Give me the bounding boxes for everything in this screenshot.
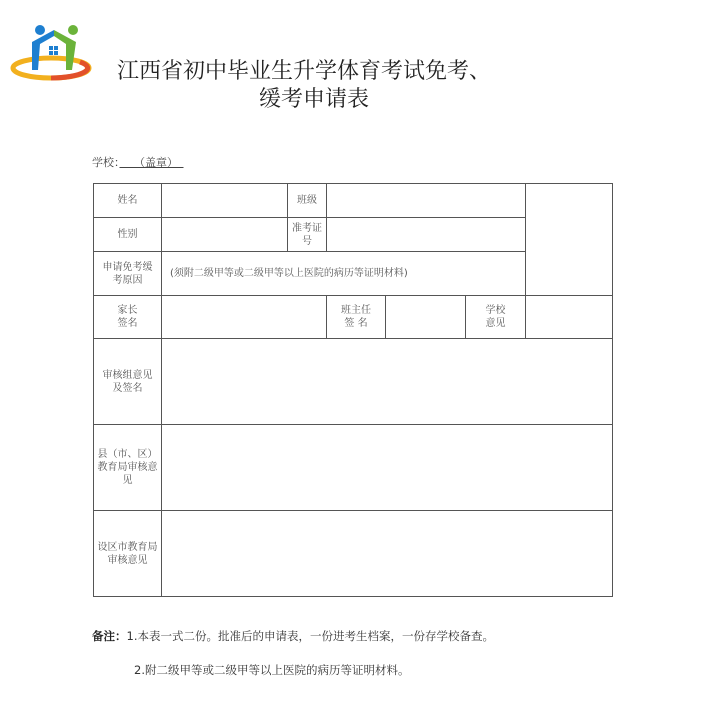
exam-id-field[interactable] (326, 217, 526, 252)
house-family-logo (10, 22, 92, 82)
class-label: 班级 (287, 183, 327, 218)
title-line-1: 江西省初中毕业生升学体育考试免考、 (117, 59, 492, 84)
review-group-label: 审核组意见及签名 (93, 338, 162, 425)
exam-id-label: 准考证号 (287, 217, 327, 252)
county-review-field[interactable] (161, 424, 613, 511)
note-item-2: 2.附二级甲等或二级甲等以上医院的病历等证明材料。 (134, 663, 410, 677)
gender-label: 性别 (93, 217, 162, 252)
school-opinion-label: 学校意见 (465, 295, 526, 339)
teacher-sign-label: 班主任签 名 (326, 295, 386, 339)
city-review-label: 设区市教育局审核意见 (93, 510, 162, 597)
reason-label: 申请免考缓考原因 (93, 251, 162, 296)
note-item-1: 1.本表一式二份。批准后的申请表，一份进考生档案，一份存学校备查。 (126, 629, 494, 643)
city-review-field[interactable] (161, 510, 613, 597)
photo-field[interactable] (525, 183, 613, 296)
school-opinion-field[interactable] (525, 295, 613, 339)
school-label: 学校： (92, 156, 120, 169)
notes-label: 备注： (92, 629, 127, 643)
title-line-2: 缓考申请表 (259, 87, 370, 112)
gender-field[interactable] (161, 217, 288, 252)
reason-field[interactable]: (须附二级甲等或二级甲等以上医院的病历等证明材料) (161, 251, 526, 296)
name-field[interactable] (161, 183, 288, 218)
notes (92, 628, 532, 644)
school-line (92, 154, 184, 170)
school-stamp-field[interactable]: （盖章） (119, 156, 184, 169)
parent-sign-label: 家长签名 (93, 295, 162, 339)
parent-sign-field[interactable] (161, 295, 327, 339)
review-group-field[interactable] (161, 338, 613, 425)
county-review-label: 县（市、区）教育局审核意见 (93, 424, 162, 511)
teacher-sign-field[interactable] (385, 295, 466, 339)
name-label: 姓名 (93, 183, 162, 218)
class-field[interactable] (326, 183, 526, 218)
